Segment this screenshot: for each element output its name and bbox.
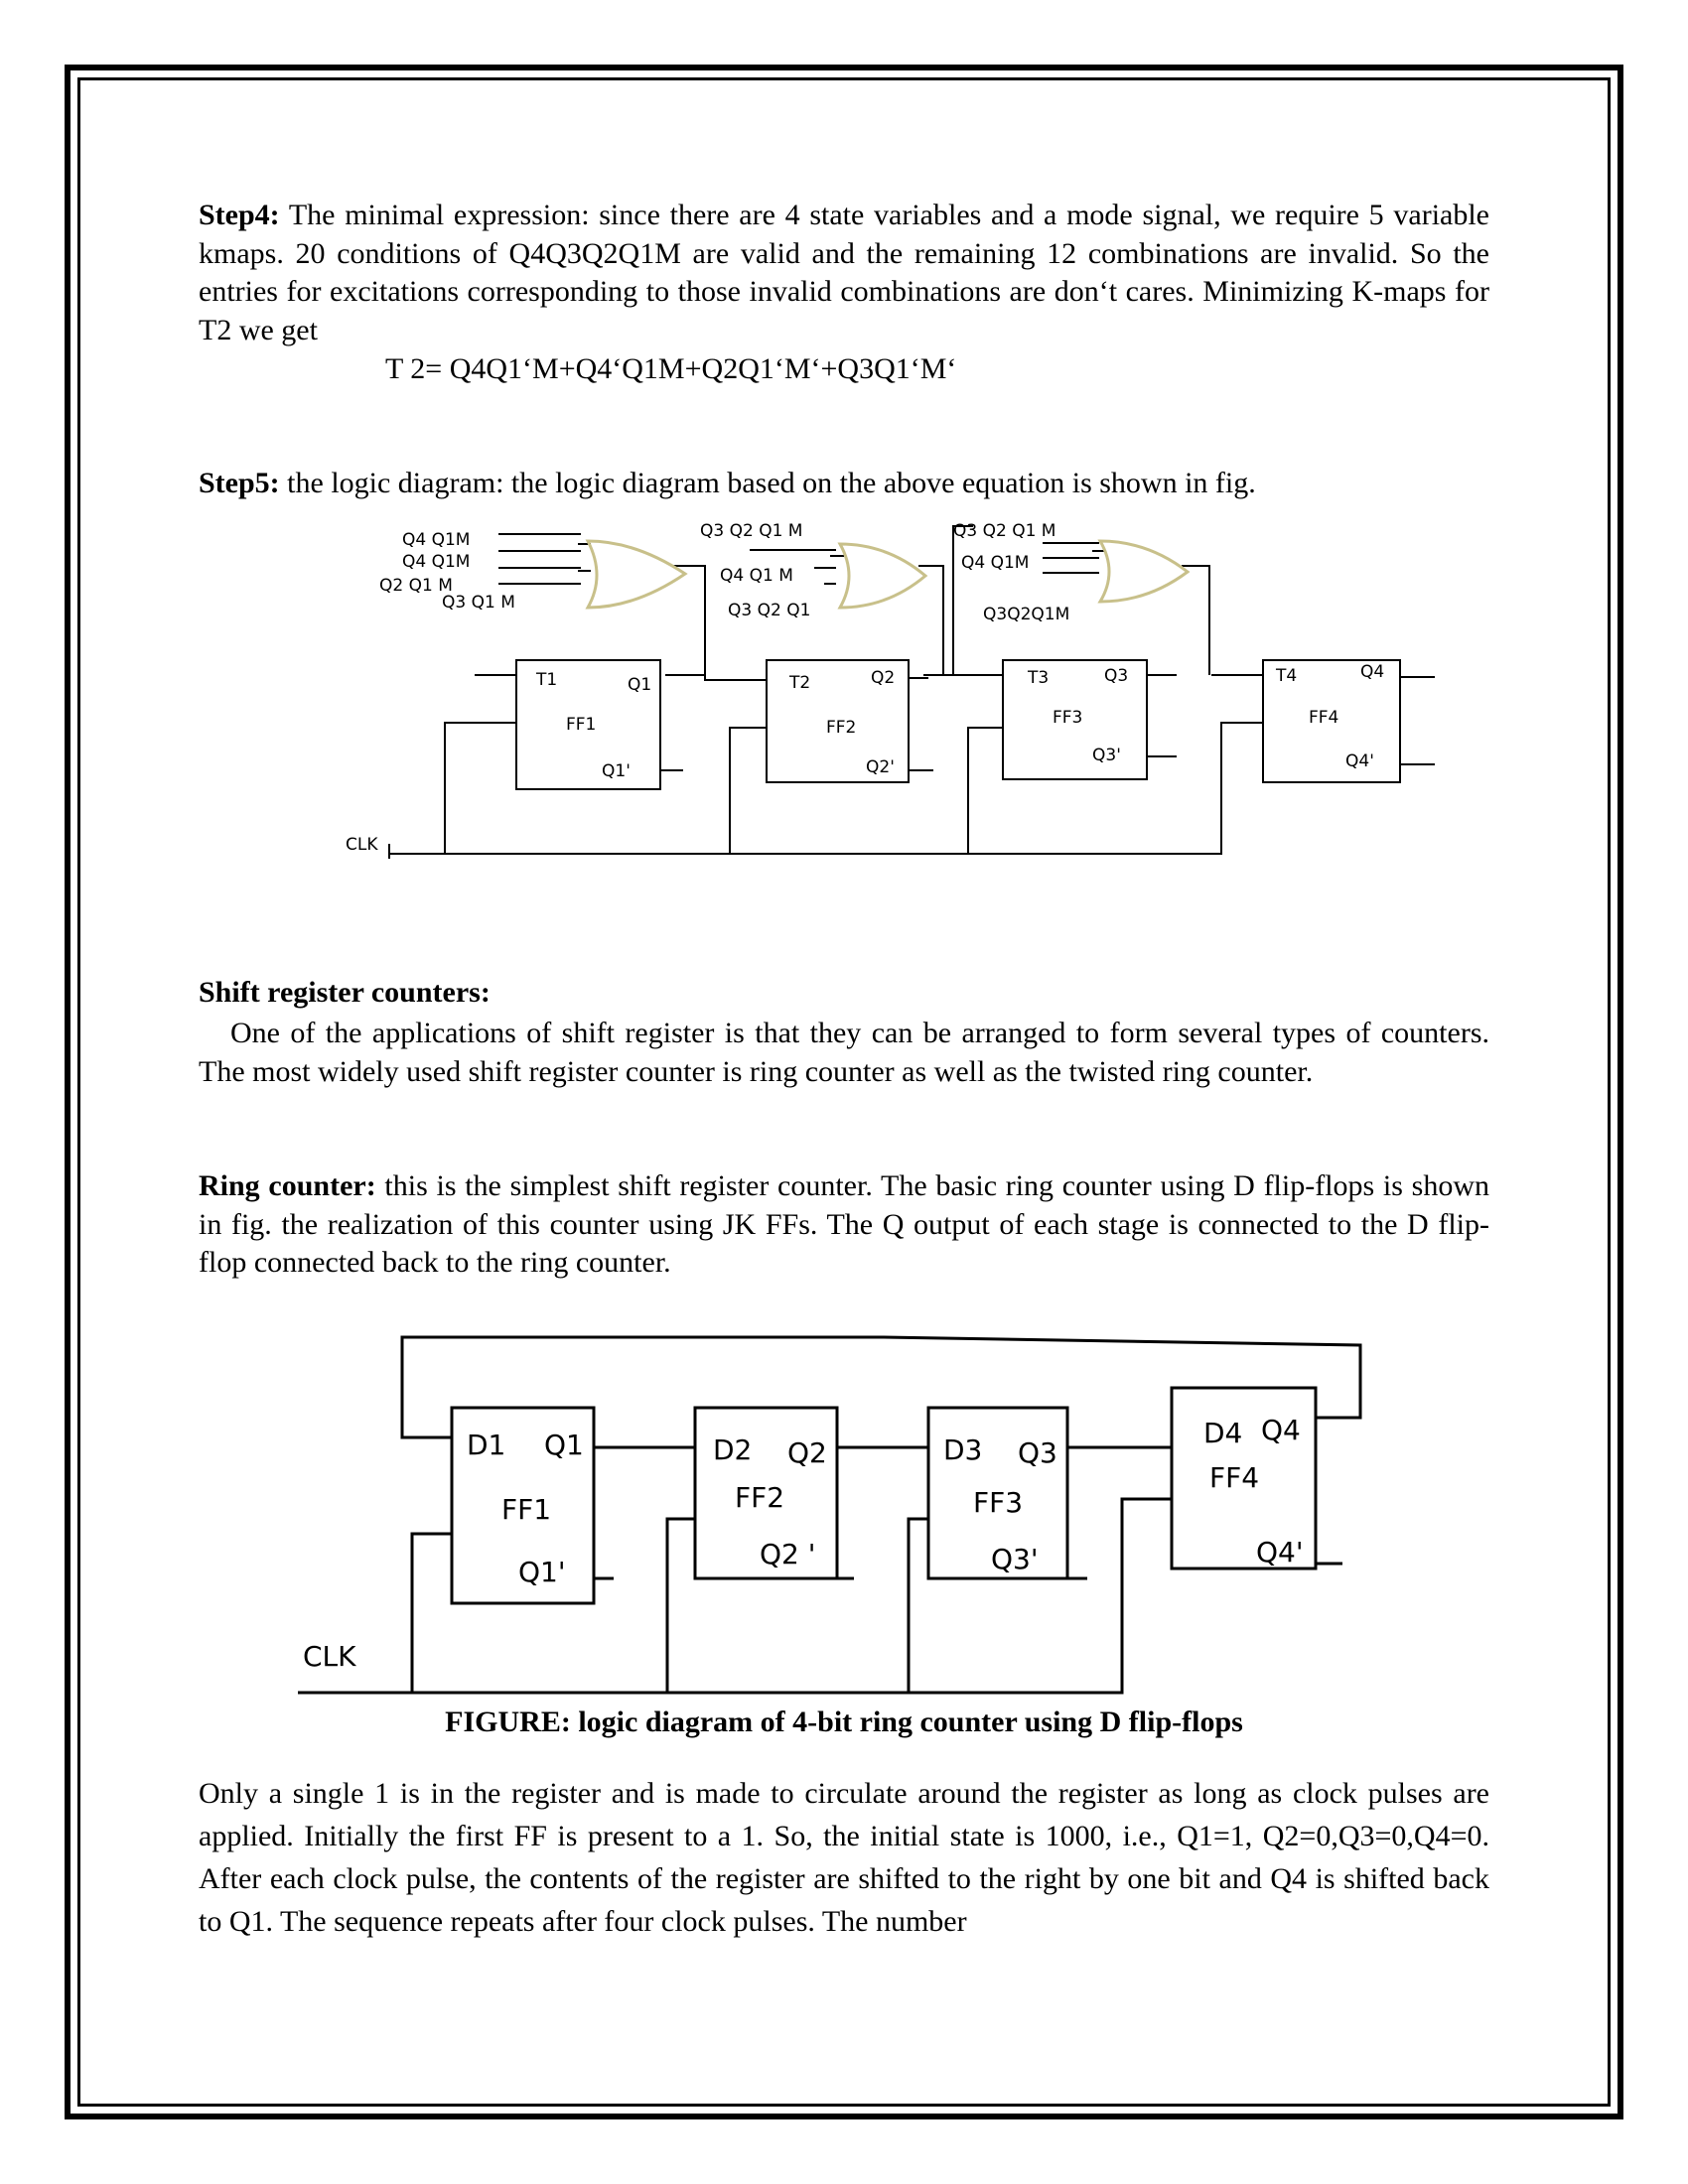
ff4-q: Q4 [1360, 662, 1385, 682]
gate3-input-3: Q3Q2Q1M [983, 605, 1070, 624]
ring-ff3-qn: Q3' [991, 1543, 1039, 1575]
ff3-t: T3 [1028, 668, 1050, 688]
step4-label: Step4: [199, 199, 280, 231]
step4-text: The minimal expression: since there are 4 state variables and a mode signal, we require 5 variable kmaps. 20 conditions of Q4Q3Q2Q1M are valid and the remaining 12 combinations are invalid. So the entries for excitations corresponding to those invalid combinations are don‘t cares. Minimizing K-maps for T2 we get [199, 199, 1489, 346]
step5-label: Step5: [199, 467, 280, 499]
ring-ff3-q: Q3 [1018, 1436, 1057, 1469]
ring-ff2-qn: Q2 ' [760, 1538, 816, 1570]
ff4-t: T4 [1276, 666, 1298, 686]
ff2-qn: Q2' [866, 757, 895, 777]
clk-label-2: CLK [303, 1640, 356, 1673]
ring-counter-text: this is the simplest shift register counter. The basic ring counter using D flip-flops is shown in fig. the realization of this counter using JK FFs. The Q output of each stage is connected to the D flip-flop connected back to the ring counter. [199, 1169, 1489, 1279]
ring-counter-label: Ring counter: [199, 1169, 376, 1202]
gate1-input-1: Q4 Q1M [402, 530, 471, 550]
ff2-name: FF2 [826, 718, 857, 738]
ring-ff2-name: FF2 [735, 1481, 785, 1514]
ring-ff3-name: FF3 [973, 1486, 1024, 1519]
ff2-t: T2 [789, 673, 811, 693]
figure-caption: FIGURE: logic diagram of 4-bit ring counter using D flip-flops [445, 1706, 1243, 1738]
ring-ff4-d: D4 [1203, 1417, 1243, 1449]
gate1-input-2: Q4 Q1M [402, 552, 471, 572]
ff4-name: FF4 [1309, 708, 1339, 728]
ff3-qn: Q3' [1092, 746, 1121, 765]
gate3-input-1: Q3 Q2 Q1 M [953, 521, 1056, 541]
ff1-q: Q1 [628, 675, 652, 695]
ring-ff2-q: Q2 [787, 1436, 827, 1469]
ff3-name: FF3 [1053, 708, 1083, 728]
ff3-q: Q3 [1104, 666, 1129, 686]
step5-text: the logic diagram: the logic diagram based on the above equation is shown in fig. [279, 467, 1256, 499]
gate1-input-3: Q2 Q1 M [379, 576, 453, 596]
ring-ff1-name: FF1 [501, 1493, 552, 1526]
ff1-t: T1 [536, 670, 558, 690]
ring-ff4-qn: Q4' [1256, 1536, 1304, 1569]
ring-ff1-d: D1 [467, 1429, 506, 1461]
shift-register-heading: Shift register counters: [199, 976, 491, 1009]
ring-ff2-d: D2 [713, 1433, 753, 1466]
ff4-qn: Q4' [1345, 751, 1374, 771]
ring-ff4-name: FF4 [1209, 1461, 1260, 1494]
final-paragraph: Only a single 1 is in the register and is made to circulate around the register as long as clock pulses are applied. Initially the first FF is present to a 1. So, the initial state is 1000, i.e., Q1=1, Q2=0,Q3=0,Q4=0. After each clock pulse, the contents of the register are shifted to the right by one bit and Q4 is shifted back to Q1. The sequence repeats after four clock pulses. The number [199, 1777, 1489, 1938]
clk-label-1: CLK [346, 835, 378, 855]
gate3-input-2: Q4 Q1M [961, 553, 1030, 573]
ff2-q: Q2 [871, 668, 896, 688]
ff1-name: FF1 [566, 715, 597, 735]
gate2-input-1-label: Q3 Q2 Q1 M [700, 521, 803, 541]
gate2-input-2: Q4 Q1 M [720, 566, 793, 586]
gate1-input-4: Q3 Q1 M [442, 593, 515, 613]
ring-ff4-q: Q4 [1261, 1414, 1301, 1446]
ring-ff1-q: Q1 [544, 1429, 584, 1461]
t2-equation: T 2= Q4Q1‘M+Q4‘Q1M+Q2Q1‘M‘+Q3Q1‘M‘ [385, 352, 957, 385]
shift-register-paragraph: One of the applications of shift register is that they can be arranged to form several types of counters. The most widely used shift register counter is ring counter as well as the twisted ring counter. [199, 1017, 1489, 1088]
gate2-input-3: Q3 Q2 Q1 [728, 601, 811, 620]
ring-ff3-d: D3 [943, 1433, 983, 1466]
ff1-qn: Q1' [602, 761, 631, 781]
ring-ff1-qn: Q1' [518, 1556, 566, 1588]
